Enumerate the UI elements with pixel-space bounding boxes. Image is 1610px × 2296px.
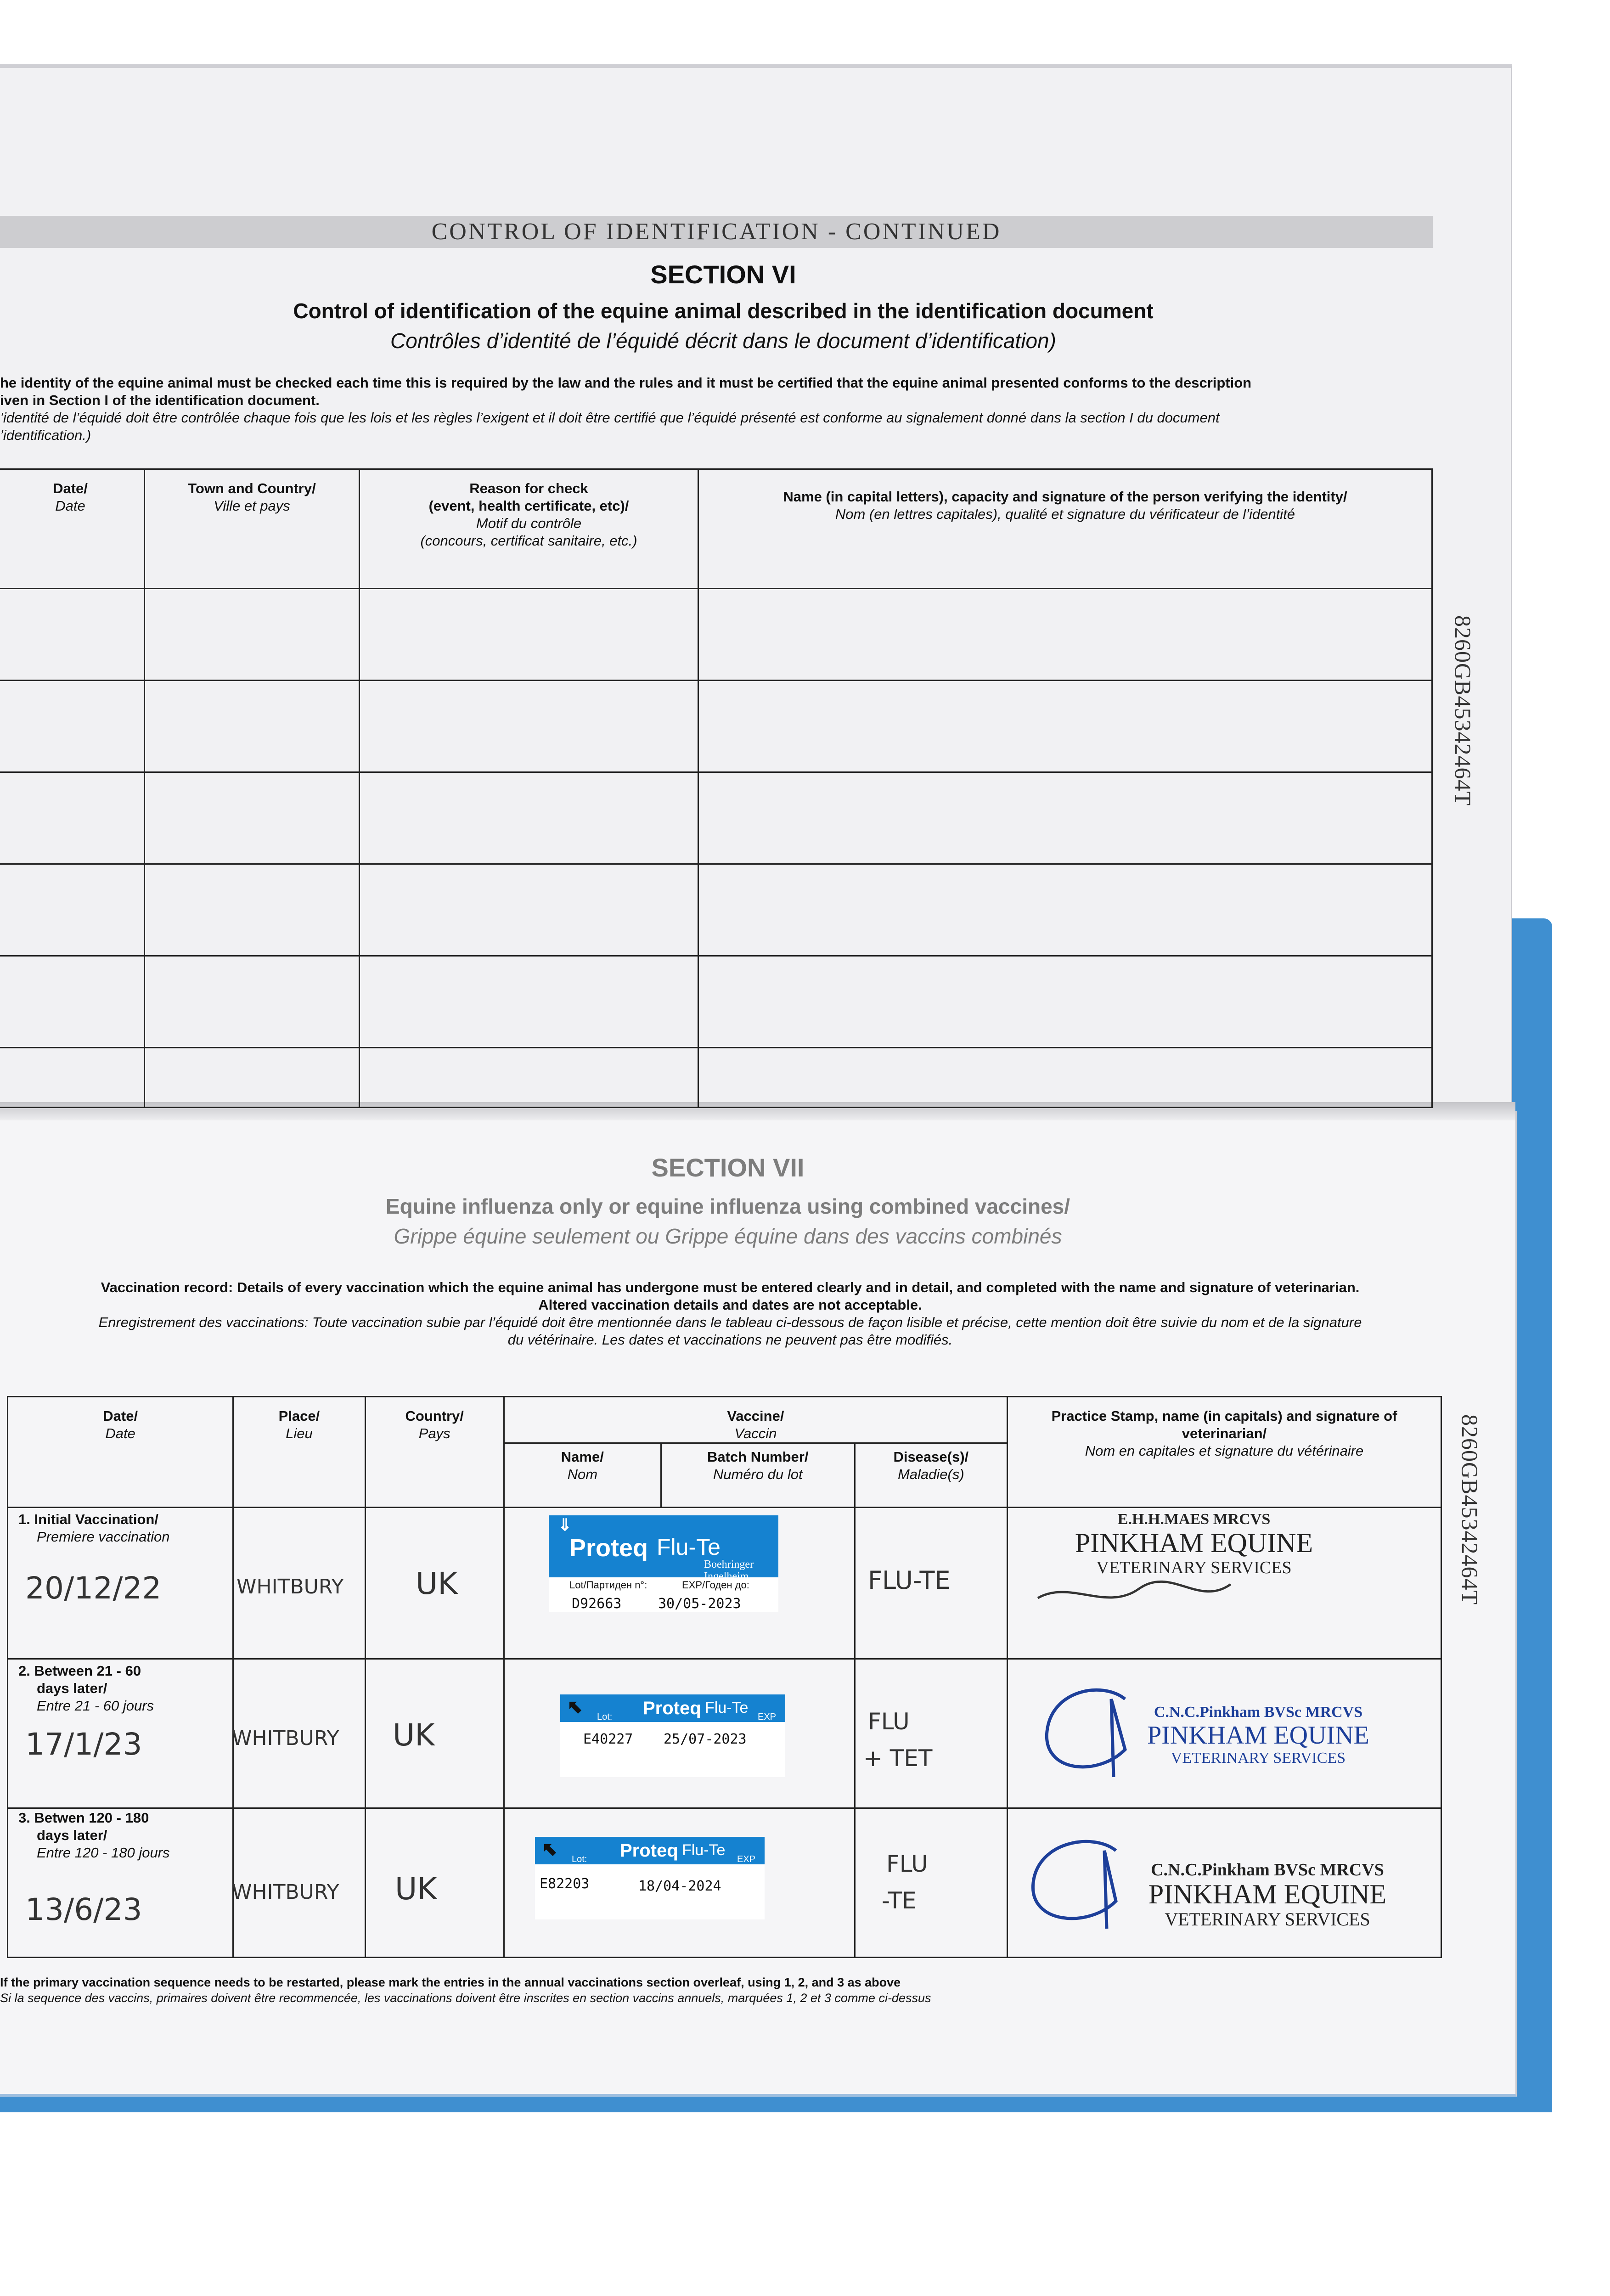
exp-caption: EXP: [737, 1854, 756, 1864]
instruction-fr-line-1: ’identité de l’équidé doit être contrôlée chaque fois que les lois et les règles l’exigent et il doit être certifié que l’équidé présenté est conforme au signalement donné dans la section I du document: [0, 410, 1220, 426]
exp-caption: EXP/Годен до:: [682, 1579, 749, 1591]
footnote-fr: Si la sequence des vaccins, primaires doivent être recommencée, les vaccinations doivent être inscrites en section vaccins annuels, marquées 1, 2 et 3 comme ci-dessus: [0, 1991, 931, 2005]
row-3-disease-line-2: -TE: [882, 1887, 917, 1914]
batch-number: E40227: [583, 1731, 633, 1747]
vaccine-suffix: Flu-Te: [657, 1534, 721, 1560]
row-2-stamp: [1116, 1704, 1401, 1767]
col-date: Date/ Date: [0, 469, 145, 589]
vaccine-label-2: [560, 1694, 785, 1777]
row-1-place: WHITBURY: [236, 1575, 344, 1598]
practice-name: PINKHAM EQUINE: [1148, 1879, 1387, 1909]
row-2-date: 17/1/23: [25, 1727, 142, 1762]
record-en-line-1: Vaccination record: Details of every vaccination which the equine animal has undergone must be entered clearly and in detail, and completed with the name and signature of veterinarian.: [101, 1279, 1360, 1295]
vaccine-suffix: Flu-Te: [682, 1841, 726, 1859]
col-verifier: Name (in capital letters), capacity and signature of the person verifying the identity/ Nom (en lettres capitales), qualité et signature du vérificateur de l’identité: [698, 469, 1432, 589]
row-2-disease-line-1: FLU: [868, 1708, 910, 1735]
vet-name: C.N.C.Pinkham BVSc MRCVS: [1154, 1704, 1363, 1721]
row-2-country: UK: [393, 1717, 435, 1753]
vaccine-brand: Proteq: [620, 1840, 678, 1861]
maker-logo: Boehringer Ingelheim: [704, 1559, 754, 1582]
row-2-label: 2. Between 21 - 60 days later/ Entre 21 - 60 jours: [18, 1663, 154, 1714]
row-3-date: 13/6/23: [25, 1892, 142, 1927]
practice-subtitle: VETERINARY SERVICES: [1096, 1558, 1292, 1577]
col-reason: Reason for check (event, health certificate, etc)/ Motif du contrôle (concours, certificat sanitaire, etc.): [360, 469, 698, 589]
arrow-icon: ⬉: [542, 1839, 557, 1859]
arrow-icon: ⬉: [567, 1697, 583, 1717]
footnote-en: If the primary vaccination sequence needs to be restarted, please mark the entries in the annual vaccinations section overleaf, using 1, 2, and 3 as above: [0, 1975, 901, 1989]
section-vii-subtitle-fr: Grippe équine seulement ou Grippe équine dans des vaccins combinés: [394, 1224, 1062, 1248]
record-fr-line-2: du vétérinaire. Les dates et vaccinations ne peuvent pas être modifiés.: [507, 1332, 953, 1348]
practice-name: PINKHAM EQUINE: [1075, 1528, 1313, 1558]
col-batch-number: Batch Number/ Numéro du lot: [661, 1443, 855, 1508]
col-practice-stamp: Practice Stamp, name (in capitals) and signature of veterinarian/ Nom en capitales et signature du vétérinaire: [1007, 1397, 1441, 1508]
col-town: Town and Country/ Ville et pays: [145, 469, 360, 589]
section-banner: CONTROL OF IDENTIFICATION - CONTINUED: [0, 216, 1433, 248]
expiry-date: 30/05-2023: [658, 1596, 741, 1612]
table-row: [0, 956, 1432, 1048]
expiry-date: 18/04-2024: [638, 1878, 721, 1894]
exp-caption: EXP: [758, 1712, 777, 1722]
section-vii-subtitle-en: Equine influenza only or equine influenza using combined vaccines/: [385, 1194, 1070, 1218]
section-vi-title: SECTION VI: [650, 260, 796, 289]
instruction-en-line-2: iven in Section I of the identification document.: [0, 392, 320, 408]
row-1-label: 1. Initial Vaccination/ Premiere vaccination: [18, 1511, 170, 1545]
identification-check-table: [0, 468, 1433, 1108]
practice-subtitle: VETERINARY SERVICES: [1165, 1909, 1370, 1930]
col-vaccine-name: Name/ Nom: [504, 1443, 661, 1508]
row-1-country: UK: [416, 1566, 458, 1601]
row-3-place: WHITBURY: [232, 1880, 339, 1904]
vaccine-suffix: Flu-Te: [705, 1699, 749, 1716]
vaccine-brand: Proteq: [569, 1534, 648, 1562]
footnote: [0, 1975, 1442, 2006]
practice-subtitle: VETERINARY SERVICES: [1171, 1750, 1346, 1767]
serial-number-top: 8260GB45342464T: [1450, 615, 1476, 806]
lot-caption: Lot/Партиден n°:: [569, 1579, 647, 1591]
col-disease: Disease(s)/ Maladie(s): [855, 1443, 1007, 1508]
vaccine-label-3: [535, 1837, 765, 1919]
col-country: Country/ Pays: [365, 1397, 504, 1508]
table-row: [0, 1048, 1432, 1108]
table-row: [0, 772, 1432, 864]
row-3-label: 3. Betwen 120 - 180 days later/ Entre 120 - 180 jours: [18, 1810, 170, 1861]
record-fr-line-1: Enregistrement des vaccinations: Toute vaccination subie par l’équidé doit être mentionnée dans le tableau ci-dessous de façon lisible et précise, cette mention doit être suivie du nom et de la signature: [98, 1314, 1362, 1330]
row-2-disease-line-2: + TET: [863, 1745, 933, 1772]
record-en-line-2: Altered vaccination details and dates are not acceptable.: [538, 1297, 922, 1313]
vaccine-label-1: [549, 1515, 778, 1612]
section-vii-title: SECTION VII: [651, 1153, 805, 1182]
vet-signature-1: [1033, 1570, 1235, 1621]
col-vaccine: Vaccine/ Vaccin: [504, 1397, 1007, 1443]
row-1-stamp: [1029, 1511, 1359, 1578]
table-row: [0, 864, 1432, 956]
section-vi-subtitle-fr: Contrôles d’identité de l’équidé décrit dans le document d’identification): [390, 329, 1056, 353]
batch-number: E82203: [540, 1876, 590, 1892]
section-vi-instructions: [0, 374, 1442, 444]
row-2-place: WHITBURY: [232, 1727, 339, 1750]
instruction-fr-line-2: ’identification.): [0, 427, 91, 443]
row-1-disease: FLU-TE: [868, 1566, 951, 1595]
lot-caption: Lot:: [572, 1854, 587, 1864]
row-3-disease-line-1: FLU: [886, 1851, 928, 1877]
col-date: Date/ Date: [8, 1397, 233, 1508]
practice-name: PINKHAM EQUINE: [1147, 1721, 1369, 1750]
lot-caption: Lot:: [597, 1712, 613, 1722]
table-row: [0, 589, 1432, 681]
row-3-stamp: [1116, 1860, 1419, 1930]
table-row: [0, 681, 1432, 772]
vaccination-record-instructions: [9, 1279, 1451, 1349]
instruction-en-line-1: he identity of the equine animal must be checked each time this is required by the law and the rules and it must be certified that the equine animal presented conforms to the description: [0, 375, 1252, 391]
row-1-date: 20/12/22: [25, 1570, 162, 1606]
vet-name: E.H.H.MAES MRCVS: [1117, 1511, 1271, 1528]
serial-number-bottom: 8260GB45342464T: [1457, 1414, 1483, 1605]
row-3-country: UK: [395, 1871, 437, 1907]
arrow-down-icon: ⇓: [558, 1515, 572, 1534]
vaccine-brand: Proteq: [643, 1698, 701, 1718]
expiry-date: 25/07-2023: [664, 1731, 747, 1747]
vet-name: C.N.C.Pinkham BVSc MRCVS: [1151, 1860, 1384, 1880]
section-vi-subtitle-en: Control of identification of the equine animal described in the identification document: [293, 299, 1154, 323]
batch-number: D92663: [572, 1596, 622, 1612]
col-place: Place/ Lieu: [233, 1397, 365, 1508]
